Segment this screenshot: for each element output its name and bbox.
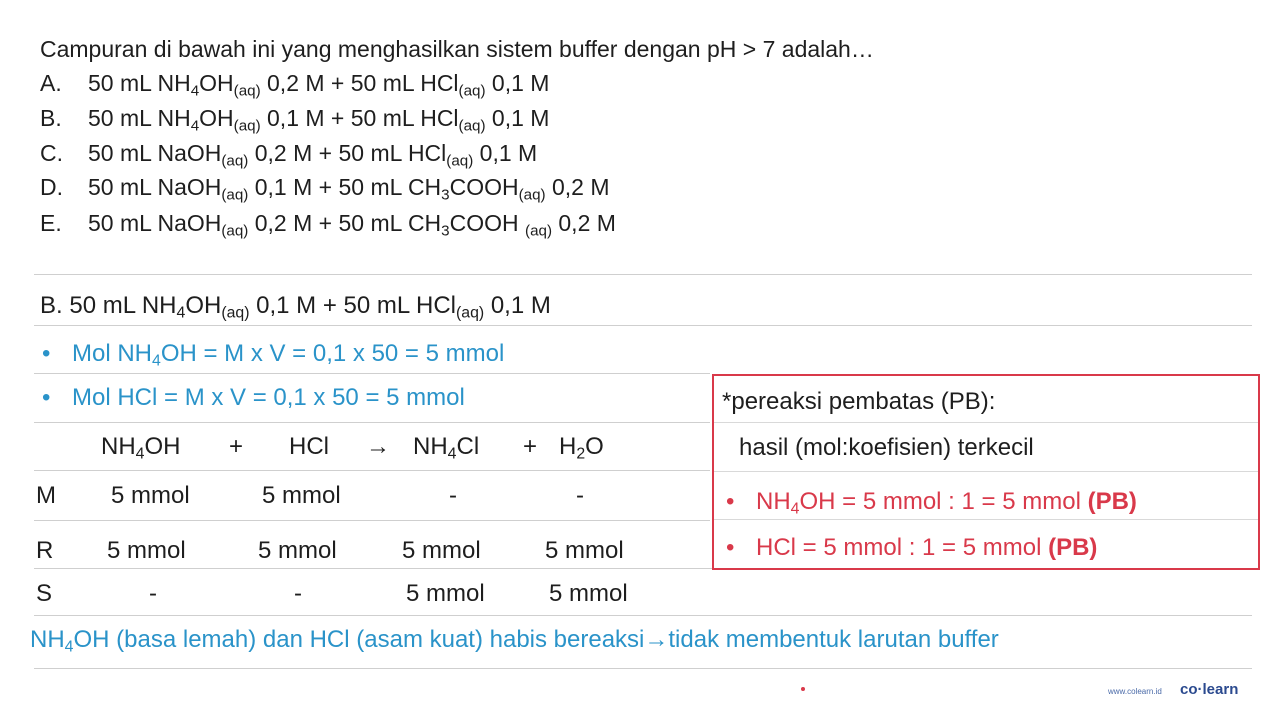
footer-site: www.colearn.id — [1108, 687, 1162, 696]
table-cell: 5 mmol — [402, 537, 481, 564]
product-nh4cl: $NH_4Cl$ — [413, 433, 480, 463]
divider — [714, 422, 1258, 423]
bullet-dot: • — [726, 488, 735, 515]
table-cell: - — [294, 580, 302, 607]
option-a[interactable]: A. 50 mL $NH_4OH_{(aq)}$ 0,2 M + 50 mL HCl$_{(aq)}$ 0,1 M — [40, 70, 550, 100]
limiting-item-nh4oh: • $NH_4OH = 5$ mmol : 1 = 5 mmol (PB) — [726, 488, 1137, 518]
table-cell: 5 mmol — [549, 580, 628, 607]
divider — [714, 471, 1258, 472]
table-cell: 5 mmol — [258, 537, 337, 564]
divider — [34, 422, 710, 423]
divider — [34, 615, 1252, 616]
plus-sign: + — [229, 433, 244, 460]
reaction-arrow: → — [366, 433, 390, 460]
red-dot — [801, 687, 805, 691]
limiting-title: *pereaksi pembatas (PB): — [722, 388, 996, 415]
table-cell: 5 mmol — [545, 537, 624, 564]
colearn-logo: co·learn — [1180, 681, 1239, 698]
table-cell: - — [576, 482, 584, 509]
divider — [34, 373, 710, 374]
divider — [34, 668, 1252, 669]
limiting-item-hcl: • HCl = 5 mmol : 1 = 5 mmol (PB) — [726, 534, 1098, 561]
limiting-reagent-box — [712, 374, 1260, 570]
option-d[interactable]: D. 50 mL NaOH$_{(aq)}$ 0,1 M + 50 mL $CH_3COOH_{(aq)}$ 0,2 M — [40, 174, 610, 204]
option-c[interactable]: C. 50 mL NaOH$_{(aq)}$ 0,2 M + 50 mL HCl$_{(aq)}$ 0,1 M — [40, 140, 538, 170]
conclusion-text: $NH_4OH$ (basa lemah) dan HCl (asam kuat) habis bereaksi→tidak membentuk larutan buffer — [30, 626, 999, 656]
table-cell: 5 mmol — [107, 537, 186, 564]
table-cell: - — [449, 482, 457, 509]
mol-hcl-line: • Mol HCl = M x V = 0,1 x 50 = 5 mmol — [42, 384, 465, 411]
row-label: R — [36, 537, 54, 564]
divider — [34, 470, 710, 471]
reactant-hcl: HCl — [289, 433, 329, 460]
answer-line: B. 50 mL $NH_4OH_{(aq)}$ 0,1 M + 50 mL HCl$_{(aq)}$ 0,1 M — [40, 292, 551, 322]
question-text: Campuran di bawah ini yang menghasilkan sistem buffer dengan pH > 7 adalah… — [40, 36, 874, 62]
bullet-dot: • — [42, 340, 51, 367]
divider — [34, 274, 1252, 275]
plus-sign: + — [523, 433, 538, 460]
table-cell: - — [149, 580, 157, 607]
row-label: M — [36, 482, 56, 509]
divider — [714, 519, 1258, 520]
reactant-nh4oh: $NH_4OH$ — [101, 433, 181, 463]
table-cell: 5 mmol — [406, 580, 485, 607]
divider — [34, 325, 1252, 326]
pb-tag: (PB) — [1087, 488, 1137, 515]
divider — [34, 520, 710, 521]
product-h2o: $H_2O$ — [559, 433, 604, 463]
row-label: S — [36, 580, 53, 607]
table-cell: 5 mmol — [262, 482, 341, 509]
option-e[interactable]: E. 50 mL NaOH$_{(aq)}$ 0,2 M + 50 mL $CH_3COOH$ $_{(aq)}$ 0,2 M — [40, 210, 616, 240]
bullet-dot: • — [42, 384, 51, 411]
mol-nh4oh-line: • Mol $NH_4OH = M$ x V = 0,1 x 50 = 5 mmol — [42, 340, 505, 370]
pb-tag: (PB) — [1048, 534, 1098, 561]
bullet-dot: • — [726, 534, 735, 561]
limiting-subtitle: hasil (mol:koefisien) terkecil — [739, 434, 1034, 461]
table-cell: 5 mmol — [111, 482, 190, 509]
option-b[interactable]: B. 50 mL $NH_4OH_{(aq)}$ 0,1 M + 50 mL HCl$_{(aq)}$ 0,1 M — [40, 105, 550, 135]
